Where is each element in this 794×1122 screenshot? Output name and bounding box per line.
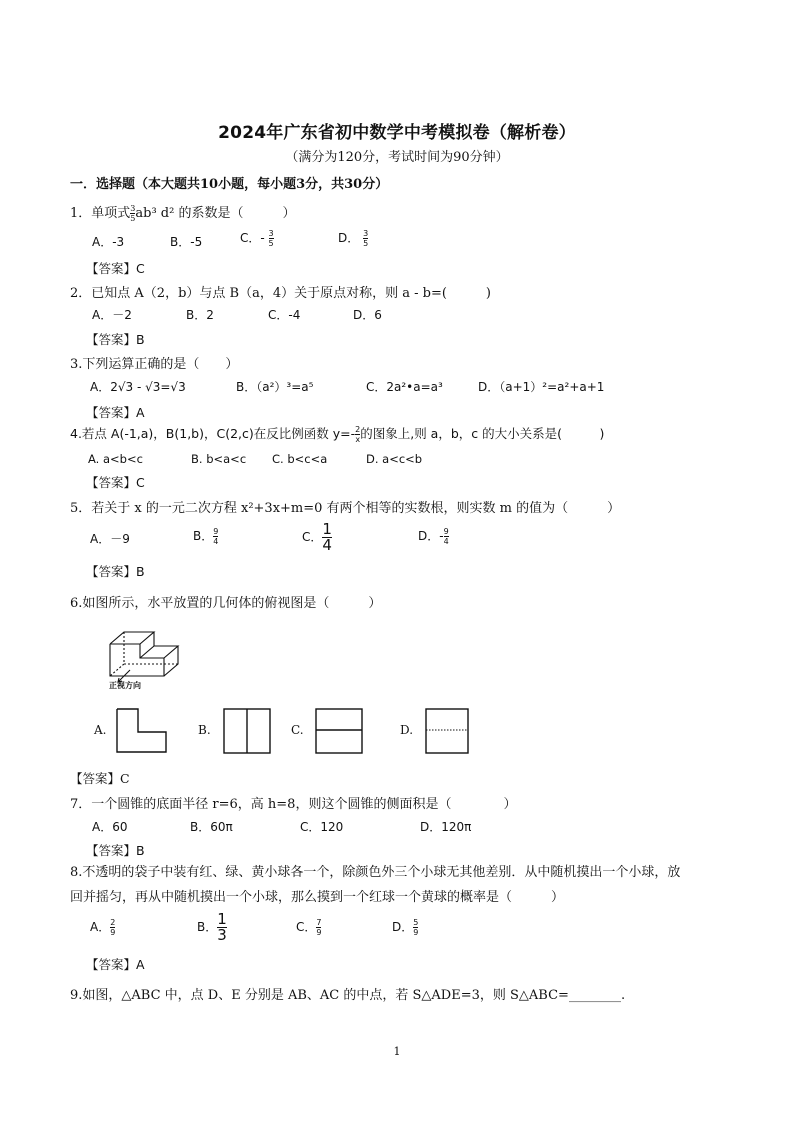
q4-option-b: B. b<a<c (191, 452, 247, 466)
q1-option-c: C．- $\frac{3}{5}$ (240, 229, 274, 248)
question-3: 3.下列运算正确的是（ ） (70, 357, 239, 372)
q8-option-a: A． $\frac{2}{9}$ (90, 918, 116, 937)
q6-option-b-shape (223, 708, 271, 754)
question-4: 4.若点 A(-1,a)，B(1,b)，C(2,c)在反比例函数 y=- $\frac{2}{x}$ 的图象上,则 a，b，c 的大小关系是( ) (70, 425, 605, 444)
q8-option-c: C． $\frac{7}{9}$ (296, 918, 322, 937)
question-7: 7．一个圆锥的底面半径 r=6，高 h=8，则这个圆锥的侧面积是（ ） (70, 797, 517, 812)
q2-option-c: C．-4 (268, 308, 301, 322)
q3-option-c: C．2a²•a=a³ (366, 380, 443, 394)
question-5: 5．若关于 x 的一元二次方程 x²+3x+m=0 有两个相等的实数根，则实数 m 的值为（ ） (70, 501, 621, 516)
question-9: 9.如图，△ABC 中，点 D、E 分别是 AB、AC 的中点，若 S△ADE=3，则 S△ABC=________. (70, 988, 626, 1003)
q7-answer: 【答案】B (86, 843, 145, 858)
q8-answer: 【答案】A (86, 957, 145, 972)
q8-option-d: D． $\frac{5}{9}$ (392, 918, 419, 937)
question-8: 8.不透明的袋子中装有红、绿、黄小球各一个，除颜色外三个小球无其他差别．从中随机摸出一个小球，放 回并摇匀，再从中随机摸出一个小球，那么摸到一个红球一个黄球的概率是（ ） (70, 865, 681, 905)
q6-answer: 【答案】C (70, 771, 130, 786)
q6-option-d-label: D. (400, 723, 414, 737)
q6-option-c-label: C. (291, 723, 304, 737)
q1-option-d: D． $\frac{3}{5}$ (338, 229, 369, 248)
q2-answer: 【答案】B (86, 332, 145, 347)
q6-option-c-shape (315, 708, 363, 754)
q5-option-a: A．－9 (90, 532, 130, 546)
q3-option-a: A．2√3 - √3=√3 (90, 380, 186, 394)
q7-option-c: C．120 (300, 820, 344, 834)
question-2: 2．已知点 A（2，b）与点 B（a，4）关于原点对称，则 a - b=( ) (70, 286, 491, 301)
q4-answer: 【答案】C (86, 475, 145, 490)
diagram-caption: 正视方向 (109, 680, 141, 690)
q7-option-d: D．120π (420, 820, 472, 834)
q4-option-a: A. a<b<c (88, 452, 143, 466)
fraction: $\frac{3}{5}$ (130, 204, 136, 223)
q2-option-d: D．6 (353, 308, 382, 322)
q6-option-a-shape (116, 708, 168, 754)
q7-option-a: A．60 (92, 820, 128, 834)
q2-option-a: A．－2 (92, 308, 132, 322)
q1-answer: 【答案】C (86, 261, 145, 276)
section-heading: 一．选择题（本大题共10小题，每小题3分，共30分） (70, 177, 389, 192)
q5-option-b: B． $\frac{9}{4}$ (193, 527, 219, 546)
page-subtitle: （满分为120分，考试时间为90分钟） (285, 150, 509, 165)
page-title: 2024年广东省初中数学中考模拟卷（解析卷） (218, 123, 576, 143)
q7-option-b: B．60π (190, 820, 233, 834)
q3-option-b: B．（a²）³=a⁵ (236, 380, 314, 394)
q4-option-c: C. b<c<a (272, 452, 328, 466)
q5-answer: 【答案】B (86, 564, 145, 579)
fraction: $\frac{2}{x}$ (355, 425, 361, 444)
q4-option-d: D. a<c<b (366, 452, 423, 466)
q1-option-b: B．-5 (170, 235, 203, 249)
q6-option-a-label: A. (94, 723, 107, 737)
q8-option-b: B． $\frac{1}{3}$ (197, 910, 227, 944)
question-1: 1．单项式 $\frac{3}{5}$ ab³ d² 的系数是（ ） (70, 204, 296, 223)
q6-option-d-shape (425, 708, 469, 754)
q3-option-d: D．（a+1）²=a²+a+1 (478, 380, 605, 394)
question-6: 6.如图所示，水平放置的几何体的俯视图是（ ） (70, 596, 382, 611)
q6-option-b-label: B. (198, 723, 211, 737)
q5-option-d: D．- $\frac{9}{4}$ (418, 527, 449, 546)
q1-option-a: A．-3 (92, 235, 125, 249)
q5-option-c: C． $\frac{1}{4}$ (302, 520, 332, 554)
q3-answer: 【答案】A (86, 405, 145, 420)
page-number: 1 (393, 1045, 401, 1058)
q2-option-b: B．2 (186, 308, 214, 322)
